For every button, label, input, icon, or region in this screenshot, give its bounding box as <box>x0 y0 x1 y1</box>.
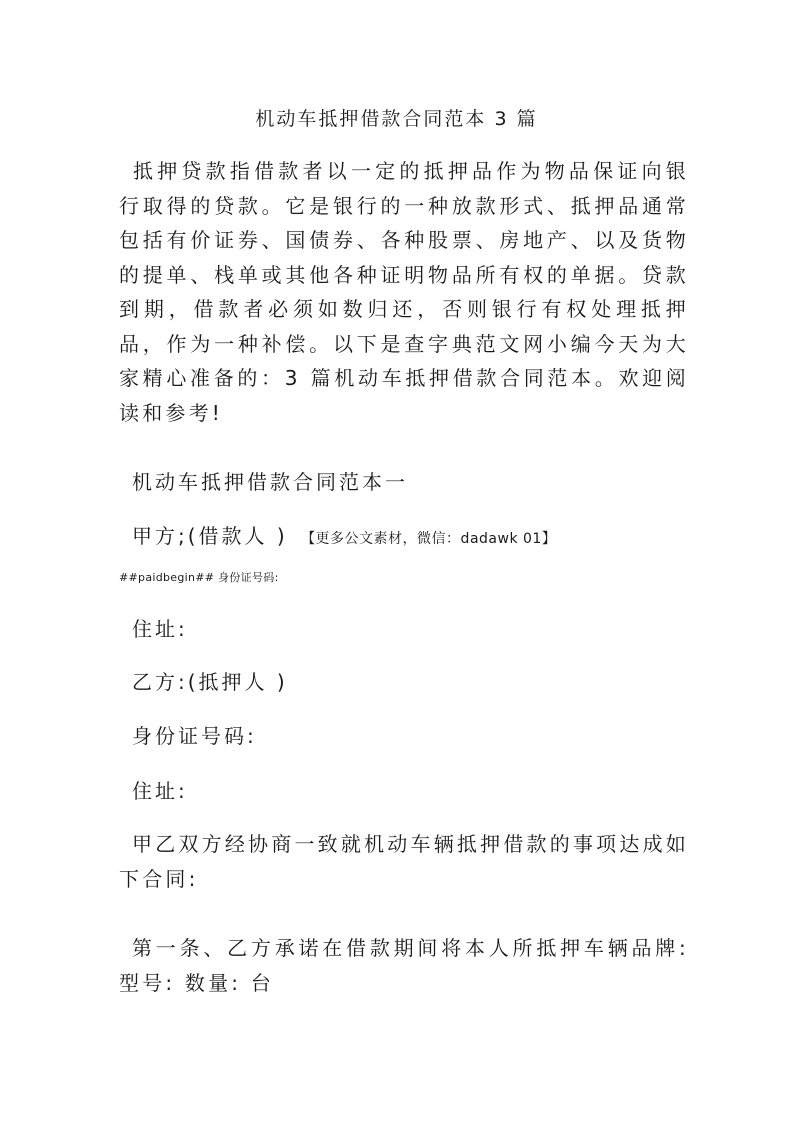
address-b: 住址: <box>132 779 188 803</box>
intro-paragraph: 抵押贷款指借款者以一定的抵押品作为物品保证向银行取得的贷款。它是银行的一种放款形式、抵押品通常包括有价证券、国债券、各种股票、房地产、以及货物的提单、栈单或其他各种证明物品所有权的单据。贷款到期，借款者必须如数归还，否则银行有权处理抵押品，作为一种补偿。以下是查字典范文网小编今天为大家精心准备的：3 篇机动车抵押借款合同范本。欢迎阅读和参考! <box>119 159 689 425</box>
article-1-paragraph: 第一条、乙方承诺在借款期间将本人所抵押车辆品牌: 型号: 数量: 台 <box>119 936 689 995</box>
section-heading: 机动车抵押借款合同范本一 <box>132 470 408 494</box>
party-a-row <box>132 520 556 549</box>
address-a: 住址: <box>132 617 188 641</box>
paid-marker: ##paidbegin## 身份证号码: <box>119 571 279 584</box>
id-number-b: 身份证号码: <box>132 724 257 748</box>
document-title: 机动车抵押借款合同范本 3 篇 <box>255 108 538 130</box>
agreement-paragraph: 甲乙双方经协商一致就机动车辆抵押借款的事项达成如下合同: <box>119 832 689 891</box>
party-a-label: 甲方;(借款人 ) <box>132 524 288 548</box>
party-b-label: 乙方:(抵押人 ) <box>132 670 288 694</box>
wechat-note: 【更多公文素材，微信：dadawk 01】 <box>301 531 557 547</box>
